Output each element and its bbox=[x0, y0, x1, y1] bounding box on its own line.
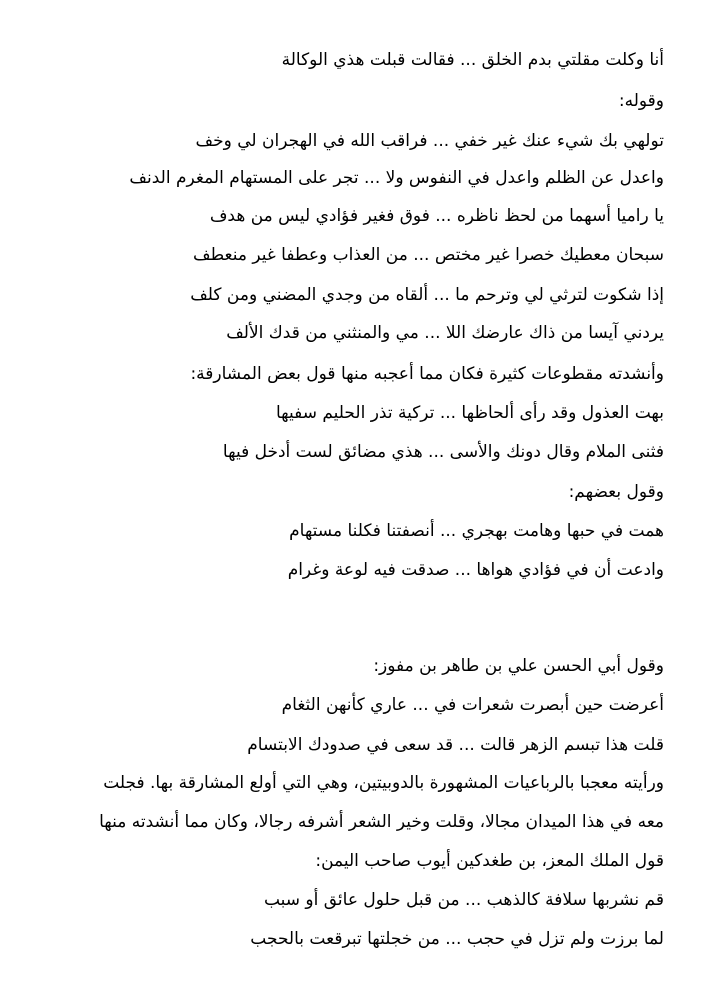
text-line: يردني آيسا من ذاك عارضك اللا ... مي والمنثني من قدك الألف bbox=[226, 323, 664, 343]
text-line: إذا شكوت لترثي لي وترحم ما ... ألقاه من وجدي المضني ومن كلف bbox=[190, 285, 664, 305]
text-line: وقوله: bbox=[618, 91, 664, 111]
text-line: أعرضت حين أبصرت شعرات في ... عاري كأنهن الثغام bbox=[281, 695, 664, 715]
text-line: سبحان معطيك خصرا غير مختص ... من العذاب وعطفا غير منعطف bbox=[192, 245, 664, 265]
text-line: همت في حبها وهامت بهجري ... أنصفتنا فكلنا مستهام bbox=[289, 521, 664, 541]
text-line: قول الملك المعز، بن طغدكين أيوب صاحب اليمن: bbox=[315, 851, 664, 871]
text-line: وقول بعضهم: bbox=[568, 482, 664, 502]
text-line: واعدل عن الظلم واعدل في النفوس ولا ... تجر على المستهام المغرم الدنف bbox=[129, 168, 664, 188]
text-line: فثنى الملام وقال دونك والأسى ... هذي مضائق لست أدخل فيها bbox=[222, 442, 664, 462]
text-line: يا راميا أسهما من لحظ ناظره ... فوق فغير فؤادي ليس من هدف bbox=[209, 206, 664, 226]
text-line: لما برزت ولم تزل في حجب ... من خجلتها تبرقعت بالحجب bbox=[250, 929, 664, 949]
text-line: وأنشدته مقطوعات كثيرة فكان مما أعجبه منها قول بعض المشارقة: bbox=[190, 364, 664, 384]
text-line: معه في هذا الميدان مجالا، وقلت وخير الشعر أشرفه رجالا، وكان مما أنشدته منها bbox=[99, 812, 664, 832]
text-line: ورأيته معجبا بالرباعيات المشهورة بالدوبيتين، وهي التي أولع المشارقة بها. فجلت bbox=[103, 773, 664, 793]
text-line: وادعت أن في فؤادي هواها ... صدقت فيه لوعة وغرام bbox=[287, 560, 664, 580]
text-line: أنا وكلت مقلتي بدم الخلق ... فقالت قبلت هذي الوكالة bbox=[281, 50, 664, 70]
text-line: وقول أبي الحسن علي بن طاهر بن مفوز: bbox=[373, 656, 664, 676]
text-line: تولهي بك شيء عنك غير خفي ... فراقب الله في الهجران لي وخف bbox=[195, 131, 664, 151]
text-line: بهت العذول وقد رأى ألحاظها ... تركية تذر الحليم سفيها bbox=[275, 403, 664, 423]
text-line: قلت هذا تبسم الزهر قالت ... قد سعى في صدودك الابتسام bbox=[247, 735, 664, 755]
text-line: قم نشربها سلافة كالذهب ... من قبل حلول عائق أو سبب bbox=[263, 890, 664, 910]
